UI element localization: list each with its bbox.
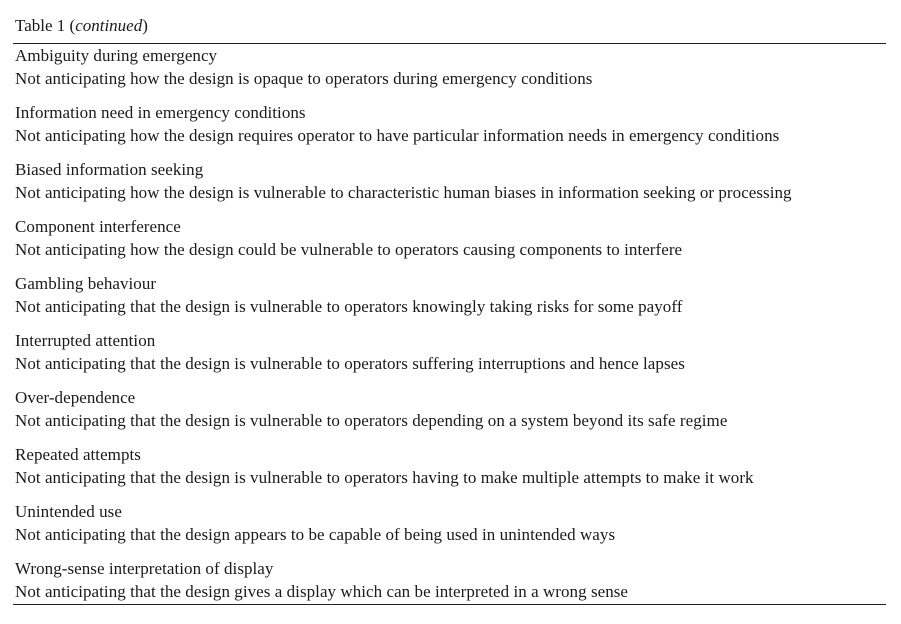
table-body bbox=[15, 45, 895, 615]
row-description: Not anticipating how the design could be vulnerable to operators causing components to interfere bbox=[15, 240, 683, 259]
table-caption bbox=[15, 15, 148, 37]
row-title: Wrong-sense interpretation of display bbox=[15, 559, 274, 578]
row-title: Unintended use bbox=[15, 502, 122, 521]
table-row bbox=[15, 330, 895, 387]
table-row bbox=[15, 558, 895, 615]
table-row bbox=[15, 102, 895, 159]
row-description: Not anticipating that the design is vulnerable to operators knowingly taking risks for some payoff bbox=[15, 297, 683, 316]
table-row bbox=[15, 216, 895, 273]
row-title: Gambling behaviour bbox=[15, 274, 157, 293]
table-bottom-rule bbox=[13, 604, 886, 605]
row-description: Not anticipating that the design appears to be capable of being used in unintended ways bbox=[15, 525, 616, 544]
table-caption-prefix: Table 1 ( bbox=[15, 16, 76, 35]
table-top-rule bbox=[13, 43, 886, 44]
table-row bbox=[15, 273, 895, 330]
row-description: Not anticipating that the design is vulnerable to operators depending on a system beyond its safe regime bbox=[15, 411, 728, 430]
table-row bbox=[15, 45, 895, 102]
table-caption-continued: continued bbox=[75, 16, 143, 35]
row-title: Over-dependence bbox=[15, 388, 136, 407]
table-caption-suffix: ) bbox=[142, 16, 148, 35]
row-description: Not anticipating that the design is vulnerable to operators having to make multiple attempts to make it work bbox=[15, 468, 754, 487]
row-description: Not anticipating how the design is vulnerable to characteristic human biases in information seeking or processing bbox=[15, 183, 792, 202]
table-row bbox=[15, 159, 895, 216]
row-title: Component interference bbox=[15, 217, 181, 236]
table-row bbox=[15, 444, 895, 501]
row-description: Not anticipating how the design is opaque to operators during emergency conditions bbox=[15, 69, 593, 88]
row-description: Not anticipating that the design is vulnerable to operators suffering interruptions and hence lapses bbox=[15, 354, 685, 373]
row-description: Not anticipating how the design requires operator to have particular information needs in emergency conditions bbox=[15, 126, 780, 145]
row-title: Interrupted attention bbox=[15, 331, 156, 350]
row-title: Repeated attempts bbox=[15, 445, 141, 464]
row-title: Biased information seeking bbox=[15, 160, 204, 179]
table-row bbox=[15, 387, 895, 444]
row-description: Not anticipating that the design gives a display which can be interpreted in a wrong sense bbox=[15, 582, 629, 601]
row-title: Ambiguity during emergency bbox=[15, 46, 218, 65]
table-row bbox=[15, 501, 895, 558]
row-title: Information need in emergency conditions bbox=[15, 103, 306, 122]
